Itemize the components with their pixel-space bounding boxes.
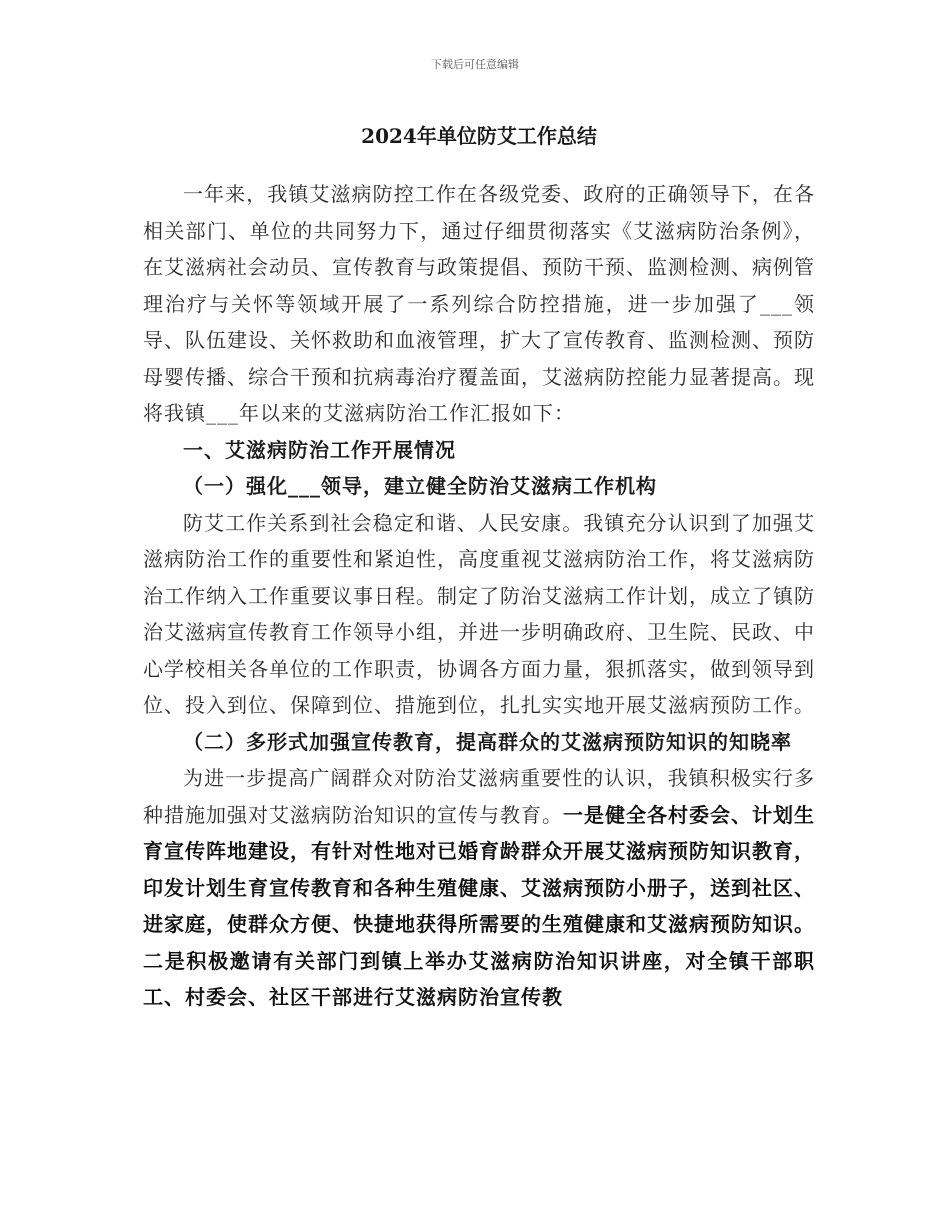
subsection-2-paragraph — [143, 760, 815, 1016]
section-heading-1: 一、艾滋病防治工作开展情况 — [183, 437, 456, 462]
document-body — [143, 120, 815, 1016]
subsection-heading-2: （二）多形式加强宣传教育，提高群众的艾滋病预防知识的知晓率 — [183, 729, 792, 754]
page-header: 下载后可任意编辑 — [431, 58, 519, 71]
subsection-2-plain-text: 为进一步提高广阔群众对防治艾滋病重要性的认识，我镇积极实行多种措施加强对艾滋病防治知识的宣传与教育。 — [143, 766, 815, 827]
intro-paragraph: 一年来，我镇艾滋病防控工作在各级党委、政府的正确领导下，在各相关部门、单位的共同努力下，通过仔细贯彻落实《艾滋病防治条例》，在艾滋病社会动员、宣传教育与政策提倡、预防干预、监测检测、病例管理治疗与关怀等领域开展了一系列综合防控措施，进一步加强了___领导、队伍建设、关怀救助和血液管理，扩大了宣传教育、监测检测、预防母婴传播、综合干预和抗病毒治疗覆盖面，艾滋病防控能力显著提高。现将我镇___年以来的艾滋病防治工作汇报如下： — [143, 182, 815, 425]
subsection-heading-1: （一）强化___领导，建立健全防治艾滋病工作机构 — [183, 474, 657, 498]
subsection-1-paragraph: 防艾工作关系到社会稳定和谐、人民安康。我镇充分认识到了加强艾滋病防治工作的重要性和紧迫性，高度重视艾滋病防治工作，将艾滋病防治工作纳入工作重要议事日程。制定了防治艾滋病工作计划，成立了镇防治艾滋病宣传教育工作领导小组，并进一步明确政府、卫生院、民政、中心学校相关各单位的工作职责，协调各方面力量，狠抓落实，做到领导到位、投入到位、保障到位、措施到位，扎扎实实地开展艾滋病预防工作。 — [143, 510, 815, 717]
document-title: 2024年单位防艾工作总结 — [361, 124, 597, 148]
subsection-2-bold-text: 一是健全各村委会、计划生育宣传阵地建设，有针对性地对已婚育龄群众开展艾滋病预防知识教育，印发计划生育宣传教育和各种生殖健康、艾滋病预防小册子，送到社区、进家庭，使群众方便、快捷地获得所需要的生殖健康和艾滋病预防知识。二是积极邀请有关部门到镇上举办艾滋病防治知识讲座，对全镇干部职工、村委会、社区干部进行艾滋病防治宣传教 — [143, 802, 815, 1009]
